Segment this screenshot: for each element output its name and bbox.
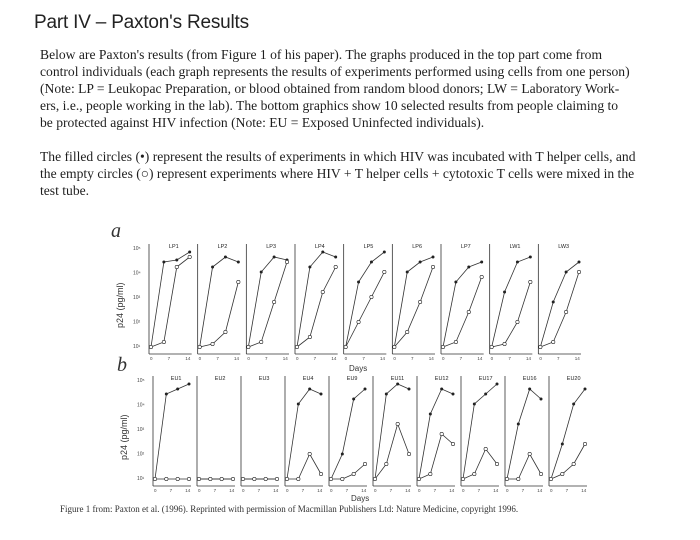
top-series-filled — [200, 257, 239, 347]
bottom-point-empty — [440, 432, 443, 435]
bottom-series-filled — [419, 389, 453, 479]
bottom-point-filled — [452, 393, 455, 396]
bottom-point-filled — [517, 423, 520, 426]
top-panel-label: LP4 — [314, 244, 325, 250]
bottom-point-empty — [209, 477, 212, 480]
bottom-point-filled — [385, 393, 388, 396]
top-x-tick: 0 — [247, 356, 250, 361]
bottom-point-filled — [473, 403, 476, 406]
bottom-x-tick: 14 — [537, 488, 543, 493]
bottom-panel-label: EU2 — [214, 376, 226, 382]
bottom-x-tick: 14 — [361, 488, 367, 493]
top-y-tick: 10¹ — [133, 344, 141, 350]
bottom-x-tick: 7 — [169, 488, 173, 493]
panel-a-letter: a — [111, 220, 121, 242]
top-point-empty — [247, 345, 250, 348]
bottom-x-tick: 7 — [301, 488, 305, 493]
paragraph-1-line: Below are Paxton's results (from Figure 1 of his paper). The graphs produced in the top part come from — [40, 47, 603, 62]
bottom-x-tick: 7 — [477, 488, 481, 493]
bottom-x-tick: 0 — [286, 488, 289, 493]
paragraph-2 — [40, 148, 670, 199]
bottom-x-tick: 14 — [273, 488, 279, 493]
top-point-filled — [357, 281, 360, 284]
bottom-point-filled — [308, 388, 311, 391]
paragraph-1-line: be protected against HIV infection (Note: EU = Exposed Uninfected individuals). — [40, 115, 485, 130]
bottom-point-empty — [484, 447, 487, 450]
figure-1 — [95, 220, 615, 505]
top-point-empty — [321, 290, 324, 293]
bottom-x-tick: 7 — [433, 488, 437, 493]
bottom-x-tick: 14 — [317, 488, 323, 493]
top-point-empty — [211, 342, 214, 345]
top-panel-label: LW3 — [558, 244, 570, 250]
top-x-tick: 7 — [216, 356, 219, 361]
bottom-panel-label: EU16 — [522, 376, 537, 382]
bottom-panel-label: EU3 — [258, 376, 270, 382]
top-series-empty — [492, 282, 531, 347]
top-point-empty — [454, 340, 457, 343]
bottom-point-empty — [352, 472, 355, 475]
top-point-empty — [406, 330, 409, 333]
top-y-tick: 10² — [133, 319, 141, 326]
bottom-y-tick: 10⁴ — [137, 402, 145, 409]
bottom-y-tick: 10² — [137, 451, 145, 458]
bottom-x-tick: 14 — [229, 488, 235, 493]
top-point-empty — [393, 345, 396, 348]
top-panel-label: LP5 — [363, 244, 374, 250]
paragraph-1-line: (Note: LP = Leukopac Preparation, or blood obtained from random blood donors; LW = Laboratory Work- — [40, 81, 620, 96]
bottom-x-tick: 7 — [389, 488, 393, 493]
bottom-series-empty — [331, 464, 365, 479]
bottom-x-tick: 7 — [345, 488, 349, 493]
bottom-panel-label: EU9 — [346, 376, 358, 382]
bottom-series-empty — [507, 454, 541, 479]
bottom-point-empty — [253, 477, 256, 480]
bottom-y-tick: 10³ — [137, 427, 145, 433]
bottom-point-filled — [320, 393, 323, 396]
bottom-point-empty — [385, 462, 388, 465]
bottom-point-empty — [461, 477, 464, 480]
bottom-point-filled — [540, 398, 543, 401]
top-panel-label: LW1 — [509, 244, 521, 250]
bottom-x-tick: 0 — [506, 488, 509, 493]
bottom-point-empty — [373, 477, 376, 480]
bottom-point-empty — [583, 442, 586, 445]
bottom-point-empty — [176, 477, 179, 480]
bottom-point-empty — [473, 472, 476, 475]
top-point-filled — [565, 271, 568, 274]
bottom-point-filled — [408, 388, 411, 391]
bottom-x-tick: 14 — [185, 488, 191, 493]
top-y-tick: 10⁵ — [133, 246, 141, 252]
bottom-point-empty — [451, 442, 454, 445]
bottom-series-empty — [287, 454, 321, 479]
top-x-tick: 0 — [150, 356, 153, 361]
top-series-empty — [151, 257, 190, 347]
bottom-point-empty — [528, 452, 531, 455]
top-panel-label: LP2 — [217, 244, 228, 250]
top-point-empty — [162, 340, 165, 343]
bottom-point-filled — [297, 403, 300, 406]
top-x-tick: 7 — [557, 356, 560, 361]
top-point-empty — [539, 345, 542, 348]
bottom-x-tick: 0 — [198, 488, 201, 493]
top-point-filled — [432, 256, 435, 259]
bottom-x-tick: 14 — [493, 488, 499, 493]
top-point-filled — [370, 261, 373, 264]
top-x-tick: 0 — [490, 356, 494, 361]
top-series-empty — [297, 267, 336, 347]
bottom-series-filled — [551, 389, 585, 479]
bottom-x-tick: 7 — [521, 488, 525, 493]
bottom-point-empty — [363, 462, 366, 465]
top-point-filled — [480, 261, 483, 264]
bottom-series-filled — [463, 384, 497, 479]
top-point-filled — [308, 266, 311, 269]
top-x-tick: 7 — [167, 356, 171, 361]
bottom-point-filled — [429, 413, 432, 416]
top-series-empty — [394, 267, 433, 347]
bottom-y-tick: 10⁵ — [137, 378, 145, 384]
bottom-series-filled — [375, 384, 409, 479]
top-x-tick: 0 — [296, 356, 299, 361]
bottom-x-tick: 14 — [581, 488, 587, 493]
top-x-tick: 7 — [313, 356, 317, 361]
bottom-series-filled — [331, 389, 365, 479]
bottom-x-tick: 14 — [449, 488, 455, 493]
top-point-empty — [577, 270, 580, 273]
bottom-x-tick: 14 — [405, 488, 411, 493]
top-point-empty — [295, 345, 298, 348]
bottom-point-empty — [153, 477, 156, 480]
top-point-empty — [529, 280, 532, 283]
panel-a-ylabel: p24 (pg/ml) — [115, 282, 125, 328]
page-title: Part IV – Paxton's Results — [34, 12, 249, 33]
bottom-point-filled — [176, 388, 179, 391]
bottom-panel-label: EU20 — [566, 376, 581, 382]
top-point-filled — [552, 301, 555, 304]
top-point-filled — [406, 271, 409, 274]
top-point-filled — [334, 256, 337, 259]
bottom-series-empty — [551, 444, 585, 479]
top-panel-label: LP6 — [412, 244, 423, 250]
bottom-point-filled — [352, 398, 355, 401]
bottom-point-filled — [496, 383, 499, 386]
top-point-filled — [503, 291, 506, 294]
top-point-empty — [272, 300, 275, 303]
panel-a-xlabel: Days — [349, 364, 368, 373]
top-y-tick: 10⁴ — [133, 270, 141, 277]
bottom-x-tick: 7 — [257, 488, 261, 493]
top-point-empty — [441, 345, 444, 348]
bottom-point-filled — [561, 443, 564, 446]
bottom-point-empty — [517, 477, 520, 480]
bottom-series-empty — [419, 434, 453, 479]
bottom-point-filled — [165, 393, 168, 396]
bottom-point-filled — [584, 388, 587, 391]
top-series-empty — [200, 282, 239, 347]
bottom-x-tick: 7 — [565, 488, 569, 493]
top-point-filled — [211, 266, 214, 269]
bottom-x-tick: 0 — [154, 488, 157, 493]
bottom-x-tick: 7 — [213, 488, 217, 493]
top-series-filled — [346, 252, 385, 347]
bottom-point-empty — [539, 472, 542, 475]
top-x-tick: 14 — [428, 356, 434, 361]
top-point-filled — [454, 281, 457, 284]
top-point-empty — [383, 270, 386, 273]
top-series-filled — [443, 262, 482, 347]
top-series-filled — [151, 252, 190, 347]
top-x-tick: 0 — [198, 356, 202, 361]
paragraph-1 — [40, 46, 670, 131]
bottom-x-tick: 0 — [242, 488, 245, 493]
figure-caption: Figure 1 from: Paxton et al. (1996). Reprinted with permission of Macmillan Publishers Ltd: Nature Medicine, copyright 1996. — [60, 504, 519, 514]
top-point-empty — [480, 275, 483, 278]
panel-b-xlabel: Days — [351, 494, 370, 503]
top-point-empty — [334, 265, 337, 268]
bottom-series-filled — [155, 384, 189, 479]
top-x-tick: 7 — [459, 356, 463, 361]
top-series-filled — [248, 257, 287, 347]
paragraph-2-line: The filled circles (•) represent the results of experiments in which HIV was incubated with T helper cells, and — [40, 149, 636, 164]
top-point-empty — [188, 255, 191, 258]
top-point-empty — [418, 300, 421, 303]
top-point-empty — [490, 345, 493, 348]
paragraph-2-line: the empty circles (○) represent experiments where HIV + T helper cells + cytotoxic T cells were mixed in the — [40, 166, 635, 181]
top-series-empty — [248, 262, 287, 347]
bottom-x-tick: 0 — [418, 488, 421, 493]
bottom-x-tick: 0 — [330, 488, 333, 493]
bottom-point-filled — [364, 388, 367, 391]
top-point-empty — [224, 330, 227, 333]
bottom-point-empty — [505, 477, 508, 480]
panel-b-ylabel: p24 (pg/ml) — [119, 414, 129, 460]
top-x-tick: 14 — [234, 356, 240, 361]
top-point-empty — [467, 310, 470, 313]
bottom-point-empty — [220, 477, 223, 480]
top-x-tick: 0 — [344, 356, 348, 361]
top-x-tick: 7 — [411, 356, 414, 361]
bottom-point-filled — [528, 388, 531, 391]
top-panel-label: LP7 — [460, 244, 471, 250]
bottom-point-empty — [549, 477, 552, 480]
bottom-point-empty — [297, 477, 300, 480]
top-x-tick: 14 — [477, 356, 483, 361]
bottom-point-empty — [319, 472, 322, 475]
bottom-point-empty — [417, 477, 420, 480]
top-point-filled — [321, 251, 324, 254]
bottom-point-empty — [165, 477, 168, 480]
bottom-panel-label: EU11 — [390, 376, 405, 382]
bottom-point-empty — [197, 477, 200, 480]
top-point-empty — [149, 345, 152, 348]
top-x-tick: 0 — [539, 356, 542, 361]
bottom-point-empty — [329, 477, 332, 480]
top-series-filled — [297, 252, 336, 347]
top-point-empty — [357, 320, 360, 323]
top-point-filled — [516, 261, 519, 264]
top-point-empty — [516, 320, 519, 323]
top-point-filled — [419, 261, 422, 264]
bottom-x-tick: 0 — [374, 488, 377, 493]
top-point-empty — [370, 295, 373, 298]
bottom-point-empty — [275, 477, 278, 480]
bottom-panel-label: EU1 — [170, 376, 182, 382]
bottom-point-filled — [440, 388, 443, 391]
top-point-filled — [224, 256, 227, 259]
top-series-empty — [540, 272, 579, 347]
bottom-point-empty — [231, 477, 234, 480]
top-point-empty — [175, 265, 178, 268]
bottom-point-empty — [396, 422, 399, 425]
bottom-series-empty — [463, 449, 497, 479]
top-series-filled — [394, 257, 433, 347]
top-y-tick: 10³ — [133, 295, 141, 301]
bottom-point-filled — [484, 393, 487, 396]
top-point-filled — [237, 261, 240, 264]
bottom-y-tick: 10¹ — [137, 476, 145, 482]
top-point-filled — [273, 256, 276, 259]
top-point-empty — [260, 340, 263, 343]
top-x-tick: 14 — [526, 356, 532, 361]
panel-b-letter: b — [117, 354, 127, 376]
top-x-tick: 7 — [508, 356, 511, 361]
bottom-point-filled — [188, 383, 191, 386]
bottom-series-empty — [375, 424, 409, 479]
bottom-panel-label: EU4 — [302, 376, 314, 382]
top-point-empty — [285, 260, 288, 263]
bottom-point-empty — [429, 472, 432, 475]
top-point-empty — [308, 335, 311, 338]
top-point-empty — [552, 340, 555, 343]
top-point-filled — [188, 251, 191, 254]
top-point-filled — [467, 266, 470, 269]
top-point-empty — [198, 345, 201, 348]
bottom-point-empty — [341, 477, 344, 480]
top-x-tick: 0 — [393, 356, 396, 361]
bottom-point-empty — [241, 477, 244, 480]
bottom-point-filled — [396, 383, 399, 386]
bottom-point-empty — [407, 452, 410, 455]
top-x-tick: 14 — [574, 356, 580, 361]
top-point-empty — [237, 280, 240, 283]
paragraph-1-line: control individuals (each graph represents the results of experiments performed using cells from one person) — [40, 64, 630, 79]
bottom-point-empty — [572, 462, 575, 465]
top-series-empty — [443, 277, 482, 347]
bottom-point-empty — [187, 477, 190, 480]
bottom-point-filled — [341, 453, 344, 456]
top-x-tick: 0 — [442, 356, 445, 361]
top-point-empty — [564, 310, 567, 313]
top-series-empty — [346, 272, 385, 347]
paragraph-1-line: ers, i.e., people working in the lab). The bottom graphics show 10 selected results from people claiming to — [40, 98, 619, 113]
bottom-point-filled — [572, 403, 575, 406]
top-panel-label: LP3 — [266, 244, 277, 250]
top-point-filled — [578, 261, 581, 264]
figure-plots — [95, 220, 615, 505]
top-x-tick: 14 — [331, 356, 337, 361]
top-x-tick: 14 — [380, 356, 386, 361]
bottom-point-empty — [285, 477, 288, 480]
top-point-filled — [383, 251, 386, 254]
bottom-point-empty — [495, 462, 498, 465]
bottom-point-empty — [308, 452, 311, 455]
top-x-tick: 7 — [265, 356, 268, 361]
top-x-tick: 7 — [362, 356, 365, 361]
bottom-point-empty — [264, 477, 267, 480]
bottom-point-empty — [561, 472, 564, 475]
top-point-empty — [344, 345, 347, 348]
bottom-panel-label: EU12 — [434, 376, 449, 382]
top-point-empty — [503, 342, 506, 345]
paragraph-2-line: test tube. — [40, 183, 90, 198]
bottom-x-tick: 0 — [462, 488, 465, 493]
top-point-filled — [260, 271, 263, 274]
top-series-filled — [540, 262, 579, 347]
top-panel-label: LP1 — [168, 244, 179, 250]
top-point-empty — [431, 265, 434, 268]
bottom-panel-label: EU17 — [478, 376, 493, 382]
bottom-x-tick: 0 — [550, 488, 553, 493]
top-x-tick: 14 — [185, 356, 191, 361]
top-point-filled — [162, 261, 165, 264]
top-x-tick: 14 — [282, 356, 288, 361]
top-point-filled — [529, 256, 532, 259]
top-point-filled — [175, 259, 178, 262]
